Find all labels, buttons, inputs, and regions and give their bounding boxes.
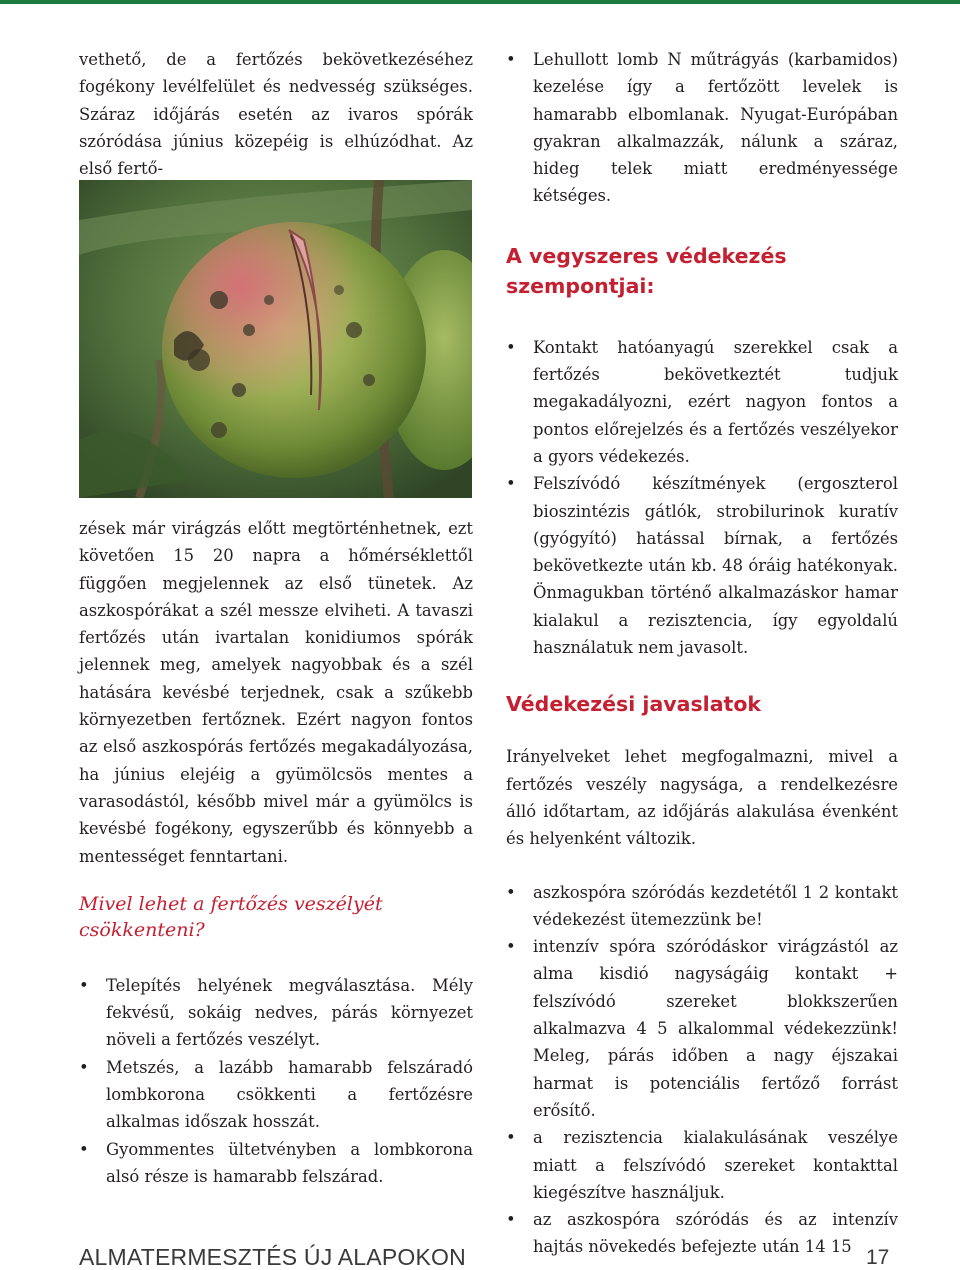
- bullet-icon: •: [79, 975, 89, 995]
- list-item: • Lehullott lomb N műtrágyás (karbamidos) kezelése így a fertőzött levelek is hamarabb elbomlanak. Nyugat-Európában gyakran alkalmazzák, nálunk a száraz, hideg telek miatt eredményessége kétséges.: [506, 46, 898, 210]
- list-item: • aszkospóra szóródás kezdetétől 1 2 kontakt védekezést ütemezzünk be!: [506, 879, 898, 934]
- left-bullet-list: [79, 972, 473, 1190]
- section-heading-recommendations: Védekezési javaslatok: [506, 692, 762, 717]
- list-item: • Metszés, a lazább hamarabb felszáradó lombkorona csökkenti a fertőzésre alkalmas időszak hosszát.: [79, 1054, 473, 1136]
- right-paragraph-guidelines: Irányelveket lehet megfogalmazni, mivel a fertőzés veszély nagysága, a rendelkezésre álló időtartam, az időjárás alakulása évenként és helyenként változik.: [506, 747, 898, 849]
- left-paragraph-intro: vethető, de a fertőzés bekövetkezéséhez fogékony levélfelület és nedvesség szükséges. Száraz időjárás esetén az ivaros spórák szóródása június közepéig is elhúzódhat. Az első fertő-: [79, 50, 473, 179]
- top-rule: [0, 0, 960, 4]
- left-paragraph-infection: zések már virágzás előtt megtörténhetnek, ezt követően 15 20 napra a hőmérséklettől függően megjelennek az első tünetek. Az aszkospórákat a szél messze elviheti. A tavaszi fertőzés után ivartalan konidiumos spórák jelennek meg, amelyek nagyobbak és a szél hatására kevésbé terjednek, csak a szűkebb környezetben fertőznek. Ezért nagyon fontos az első aszkospórás fertőzés megakadályozása, ha június elejéig a gyümölcsös mentes a varasodástól, később mivel már a gyümölcs is kevésbé fogékony, egyszerűbb és könnyebb a mentességet fenntartani.: [79, 519, 473, 866]
- section-heading-chemical: A vegyszeres védekezés szempontjai:: [506, 243, 787, 298]
- bullet-icon: •: [506, 50, 516, 69]
- right-recommendation-bullet-list: [506, 879, 898, 1261]
- bullet-icon: •: [79, 1139, 89, 1159]
- list-item: • Felszívódó készítmények (ergoszterol bioszintézis gátlók, strobilurinok kuratív (gyógyító) hatással bírnak, a fertőzés bekövetkezte után kb. 48 óráig hatékonyak. Önmagukban történő alkalmazáskor hamar kialakul a rezisztencia, így egyoldalú használatuk nem javasolt.: [506, 470, 898, 661]
- apple-scab-photo: [79, 180, 472, 498]
- bullet-icon: •: [506, 882, 516, 902]
- bullet-icon: •: [506, 1128, 516, 1148]
- right-chemical-bullet-list: [506, 334, 898, 662]
- bullet-icon: •: [79, 1057, 89, 1077]
- list-item: • a rezisztencia kialakulásának veszélye miatt a felszívódó szereket kontakttal kiegészítve használjuk.: [506, 1124, 898, 1206]
- footer-title: ALMATERMESZTÉS ÚJ ALAPOKON: [79, 1244, 466, 1270]
- left-column-top: [79, 46, 473, 182]
- bullet-icon: •: [506, 337, 516, 357]
- right-column: [506, 46, 898, 1261]
- list-item: • Gyommentes ültetvényben a lombkorona alsó része is hamarabb felszárad.: [79, 1136, 473, 1191]
- bullet-icon: •: [506, 1210, 516, 1230]
- left-column-main: [79, 515, 473, 1190]
- page-number: 17: [866, 1246, 890, 1269]
- list-item: • intenzív spóra szóródáskor virágzástól az alma kisdió nagyságáig kontakt + felszívódó szereket blokkszerűen alkalmazva 4 5 alkalommal védekezzünk! Meleg, párás időben a nagy éjszakai harmat is potenciális fertőző forrást erősítő.: [506, 933, 898, 1124]
- list-item: • Telepítés helyének megválasztása. Mély fekvésű, sokáig nedves, párás környezet növeli a fertőzés veszélyt.: [79, 972, 473, 1054]
- question-heading: Mivel lehet a fertőzés veszélyét csökkenteni?: [79, 892, 383, 941]
- bullet-icon: •: [506, 474, 516, 494]
- list-item: • Kontakt hatóanyagú szerekkel csak a fertőzés bekövetkeztét tudjuk megakadályozni, ezért nagyon fontos a pontos előrejelzés és a fertőzés veszélyekor a gyors védekezés.: [506, 334, 898, 470]
- bullet-icon: •: [506, 937, 516, 957]
- right-top-bullet-list: [506, 46, 898, 210]
- list-item: • az aszkospóra szóródás és az intenzív hajtás növekedés befejezte után 14 15: [506, 1206, 898, 1261]
